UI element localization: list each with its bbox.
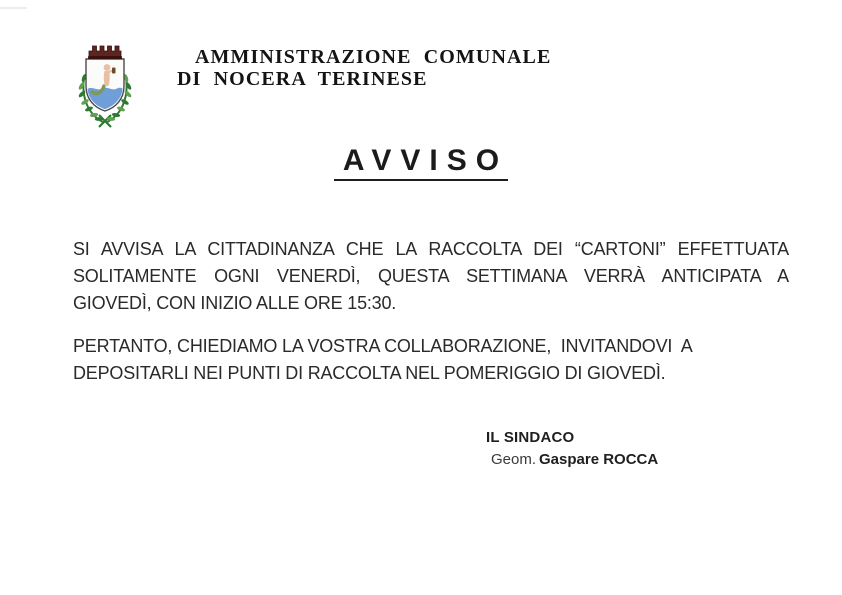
org-name-line1: AMMINISTRAZIONE COMUNALE: [195, 46, 552, 68]
paragraph-line: SOLITAMENTE OGNI VENERDÌ, QUESTA SETTIMANA VERRÀ ANTICIPATA A: [73, 266, 789, 286]
held-object-shape: [112, 68, 116, 74]
signature-role: IL SINDACO: [486, 429, 575, 446]
paragraph-line: SI AVVISA LA CITTADINANZA CHE LA RACCOLTA DEI “CARTONI” EFFETTUATA: [73, 239, 789, 259]
mural-crown: [88, 46, 122, 59]
scan-artifact-line: [0, 7, 27, 9]
org-name-line2: DI NOCERA TERINESE: [177, 68, 428, 90]
notice-title: AVVISO: [334, 146, 508, 181]
paragraph-collaboration-request: [73, 333, 789, 387]
signature-title-prefix: Geom.: [491, 451, 537, 468]
paragraph-line: PERTANTO, CHIEDIAMO LA VOSTRA COLLABORAZIONE, INVITANDOVI A: [73, 336, 693, 356]
municipal-coat-of-arms-icon: [73, 42, 137, 130]
notice-title-row: [0, 146, 842, 181]
paragraph-collection-notice: [73, 236, 789, 317]
paragraph-line: DEPOSITARLI NEI PUNTI DI RACCOLTA NEL POMERIGGIO DI GIOVEDÌ.: [73, 363, 666, 383]
signature-name: Gaspare ROCCA: [539, 451, 659, 468]
paragraph-line: GIOVEDÌ, CON INIZIO ALLE ORE 15:30.: [73, 293, 397, 313]
signature-name-line: [491, 451, 658, 468]
